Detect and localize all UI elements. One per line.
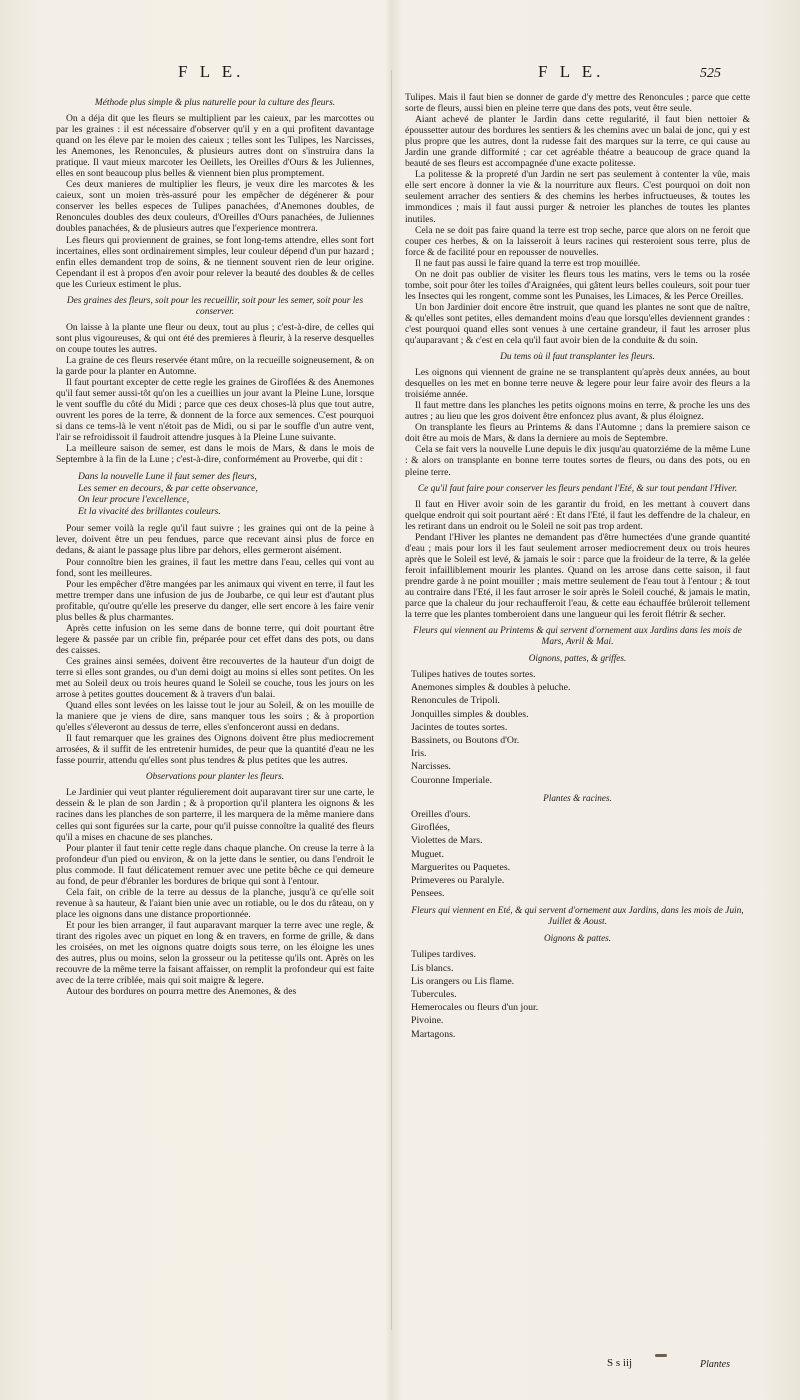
list-item: Iris.: [411, 748, 427, 760]
paragraph: Le Jardinier qui veut planter régulierement doit auparavant tirer sur une carte, le dessein & le plan de son Jardin ; & à proportion qu'il plantera les oignons & les racines dans les planches de son parterre, il les marquera de la même maniere dans celles qui sont figurées sur la carte, pour qu'il puisse connoître la qualité des fleurs qu'il a mises en chacune de ses planches.: [56, 787, 374, 843]
verse-line: Dans la nouvelle Lune il faut semer des fleurs,: [78, 471, 257, 483]
paragraph: Ces deux manieres de multiplier les fleurs, je veux dire les marcotes & les caieux, sont un moien très-assuré pour les empêcher de dégénerer & pour conserver les belles especes de Tulipes panachées, d'Anemones doubles, de Renoncules doubles des deux couleurs, d'Oreilles d'Ours panachées, de Juliennes doubles panachées, & de plusieurs autres que l'experience montrera.: [56, 179, 374, 235]
list-item: Jonquilles simples & doubles.: [411, 708, 529, 720]
list-item: Tulipes tardives.: [411, 949, 476, 961]
list-item: Giroflées,: [411, 822, 450, 834]
paragraph: La graine de ces fleurs reservée étant mûre, on la recueille soigneusement, & on la garde pour la planter en Automne.: [56, 354, 374, 377]
list-item: Violettes de Mars.: [411, 835, 483, 847]
list-item: Lis blancs.: [411, 962, 454, 974]
paragraph: Tulipes. Mais il faut bien se donner de garde d'y mettre des Renoncules ; parce que cette sorte de fleurs, aussi bien en pleine terre que dans des pots, veut être seule.: [405, 92, 750, 115]
paragraph: Il faut en Hiver avoir soin de les garantir du froid, en les mettant à couvert dans quelque endroit qui soit pourtant aëré : Et dans l'Eté, il faut les deffendre de la chaleur, en les retirant dans un endroit ou le Soleil ne soit pas trop ardent.: [405, 498, 750, 532]
flower-list-summer-bulbs: [405, 948, 750, 1040]
section-heading: Du tems où il faut transplanter les fleurs.: [500, 352, 655, 363]
paragraph: On ne doit pas oublier de visiter les fleurs tous les matins, vers le tems ou la rosée tombe, soit pour ôter les toiles d'Araignées, qui gâtent leurs belles couleurs, soit pour tuer les Insectes qui les rongent, comme sont les Punaises, les Limaces, & les Perce Oreilles.: [405, 268, 750, 302]
list-item: Lis orangers ou Lis flame.: [411, 975, 515, 987]
paragraph: Cela ne se doit pas faire quand la terre est trop seche, parce que alors on ne feroit que couper ces herbes, & on la laisseroit à leurs racines qui resteroient sous terre, plus de force & de facilité pour en repousser de nouvelles.: [405, 224, 750, 258]
list-item: Anemones simples & doubles à peluche.: [411, 682, 571, 694]
section-heading: Fleurs qui viennent en Eté, & qui servent d'ornement aux Jardins, dans les mois de Juin, Juillet & Aoust.: [411, 906, 744, 928]
list-item: Couronne Imperiale.: [411, 774, 493, 786]
paragraph: Ces graines ainsi semées, doivent être recouvertes de la hauteur d'un doigt de terre si elles sont grandes, ou d'un demi doigt au moins si elles sont petites. On les met au Soleil deux ou trois heures quand le Soleil se couche, tous les jours on les arrose à petites gouttes doucement & à travers d'un balai.: [56, 655, 374, 701]
paragraph: Il faut mettre dans les planches les petits oignons moins en terre, & proche les uns des autres ; au lieu que les gros doivent être enfoncez plus avant, & plus éloignez.: [405, 400, 750, 423]
paragraph: Il ne faut pas aussi le faire quand la terre est trop mouillée.: [415, 257, 641, 269]
paragraph: On laisse à la plante une fleur ou deux, tout au plus ; c'est-à-dire, de celles qui sont plus vigoureuses, & qui ont été des premieres à fleurir, à la reserve desquelles on coupe toutes les autres.: [56, 321, 374, 355]
left-column: [56, 92, 374, 1342]
paragraph: Pour planter il faut tenir cette regle dans chaque planche. On creuse la terre à la profondeur d'un pied ou environ, & on la jette dans le sentier, ou dans l'endroit le plus commode. Il faut délicatement remuer avec une petite bêche ce qui demeure au fond, de peur d'ébranler les bordures de brique qui sont à l'entour.: [56, 842, 374, 887]
paragraph: Pour semer voilà la regle qu'il faut suivre ; les graines qui ont de la peine à lever, doivent être un peu fendues, parce que recevant ainsi plus de force en dedans, & aiant le passage plus libre par dehors, elles germeront aisément.: [56, 523, 374, 557]
section-heading: Ce qu'il faut faire pour conserver les fleurs pendant l'Eté, & sur tout pendant l'Hiver.: [417, 483, 738, 494]
proverb-verse: [78, 471, 374, 517]
flower-list-spring-bulbs: [405, 668, 750, 787]
section-heading: Observations pour planter les fleurs.: [145, 772, 285, 783]
paragraph: Cela se fait vers la nouvelle Lune depuis le dix jusqu'au quatorziéme de la même Lune : & alors on transplante en bonne terre toutes sortes de fleurs, ou dans des pots, ou en pleine terre.: [405, 444, 750, 478]
paragraph: Pendant l'Hiver les plantes ne demandent pas d'être humectées d'une grande quantité d'eau ; mais pour lors il les faut seulement arroser mediocrement deux ou trois heures après que le Soleil est levé, & jamais le soir : parce que la froideur de la terre, & la gelée feroit infailliblement mourir les plantes. Quand on les arrose dans cette saison, il faut prendre garde à ne point mouiller ; mais mettre seulement de l'eau tout à l'entour ; & tout au contraire dans l'Eté, il les faut arroser le soir après le Soleil couché, & jamais le matin, parce que la chaleur du jour rechaufferoit l'eau, & cette eau échauffée brûleroit tellement la terre que les plantes tomberoient dans une langueur qui les feroit flétrir & secher.: [405, 531, 750, 621]
list-item: Marguerites ou Paquetes.: [411, 861, 511, 873]
column-gutter: [391, 70, 392, 1330]
right-running-head: F L E.: [538, 62, 605, 81]
list-item: Martagons.: [411, 1028, 456, 1040]
section-heading: Des graines des fleurs, soit pour les recueillir, soit pour les semer, soit pour les conserver.: [66, 295, 364, 317]
paragraph: Il faut pourtant excepter de cette regle les graines de Giroflées & des Anemones qu'il faut semer aussi-tôt qu'on les a cueillies un jour avant la Pleine Lune, lorsque le vent souffle du côté du Midi ; parce que ces deux choses-là plus que tout autre, ouvrent les pores de la terre, & donnent de la force aux semences. C'est pourquoi si dans ce tems-là le vent n'étoit pas de Midi, ou si par le souffle d'un autre vent, l'air se refroidissoit il faudroit attendre jusques à la Pleine Lune suivante.: [56, 376, 374, 444]
paragraph: Après cette infusion on les seme dans de bonne terre, qui doit pourtant être legere & passée par un crible fin, préparée pour cet effet dans des pots, ou dans des caisses.: [56, 622, 374, 656]
flower-list-spring-plants: [405, 808, 750, 900]
verse-line: On leur procure l'excellence,: [78, 494, 190, 506]
paragraph: On transplante les fleurs au Printems & dans l'Automne ; dans la premiere saison ce doit être au mois de Mars, & dans la derniere au mois de Septembre.: [405, 422, 750, 445]
list-item: Narcisses.: [411, 761, 451, 773]
right-column: [405, 92, 750, 1312]
paragraph: Autour des bordures on pourra mettre des Anemones, & des: [66, 986, 297, 998]
verse-line: Et la vivacité des brillantes couleurs.: [78, 505, 221, 517]
signature-mark: S s iij: [607, 1357, 633, 1369]
list-item: Primeveres ou Paralyle.: [411, 874, 505, 886]
paragraph: Il faut remarquer que les graines des Oignons doivent être plus mediocrement arrosées, & il suffit de les entretenir humides, de peur que la quantité d'eau ne les fasse pourrir, attendu qu'elles sont plus tendres & plus petites que les autres.: [56, 733, 374, 767]
left-running-head: F L E.: [178, 62, 245, 81]
page-number: 525: [700, 66, 721, 81]
list-item: Muguet.: [411, 848, 444, 860]
list-item: Hemerocales ou fleurs d'un jour.: [411, 1002, 539, 1014]
subheading: Plantes & racines.: [543, 792, 612, 803]
paragraph: La politesse & la propreté d'un Jardin ne sert pas seulement à contenter la vûe, mais elle sert encore à donner la vie & la nourriture aux fleurs. C'est pourquoi on doit non seulement arracher des sentiers & des chemins les herbes infructueuses, & toutes les immondices ; mais il faut aussi purger & netroier les planches de toutes les plantes inutiles.: [405, 169, 750, 225]
list-item: Tulipes hatives de toutes sortes.: [411, 669, 536, 681]
list-item: Renoncules de Tripoli.: [411, 695, 500, 707]
paragraph: Aiant achevé de planter le Jardin dans cette regularité, il faut bien nettoier & époussetter autour des bordures les sentiers & les chemins avec un balai de jonc, qui y est plus propre que les autres, dont la rudesse fait des marques sur la terre, ce qui cause au Jardin une grande difformité ; car cet agréable théatre a beaucoup de grace quand la beauté de ses fleurs est accompagnée d'une exacte politesse.: [405, 114, 750, 170]
paragraph: Un bon Jardinier doit encore être instruit, que quand les plantes ne sont que de naître, & qu'elles sont petites, elles demandent moins d'eau que lorsqu'elles deviennent grandes : c'est pourquoi quand elles sont venues à une certaine grandeur, il faut les arroser plus qu'auparavant ; & c'est en cela qu'il faut avoir bien de la conduite & du soin.: [405, 301, 750, 347]
list-item: Oreilles d'ours.: [411, 808, 471, 820]
catchword: Plantes: [700, 1359, 730, 1370]
subheading: Oignons, pattes, & griffes.: [528, 653, 627, 664]
paragraph: Cela fait, on crible de la terre au dessus de la planche, jusqu'à ce qu'elle soit revenue à sa hauteur, & l'aiant bien unie avec un rotiable, ou le dos du râteau, on y place les oignons dans une distance proportionnée.: [56, 886, 374, 920]
paragraph: Les fleurs qui proviennent de graines, se font long-tems attendre, elles sont fort incertaines, elles sont ordinairement simples, leur couleur dépend d'un pur hazard ; enfin elles demandent trop de soins, & ne tiennent souvent rien de leur origine. Cependant il est à propos d'en avoir pour relever la beauté des doubles & de celles que les Curieux estiment le plus.: [56, 234, 374, 290]
paragraph: Quand elles sont levées on les laisse tout le jour au Soleil, & on les mouille de la maniere que je viens de dire, sans manquer tous les soirs ; & à proportion qu'elles s'éleveront au dessus de terre, elles s'enfonceront aussi en dedans.: [56, 700, 374, 734]
list-item: Tubercules.: [411, 988, 457, 1000]
list-item: Pivoine.: [411, 1015, 444, 1027]
section-heading: Méthode plus simple & plus naturelle pour la culture des fleurs.: [94, 98, 336, 108]
paragraph: Les oignons qui viennent de graine ne se transplantent qu'après deux années, au bout desquelles on les met en bonne terre neuve & legere pour leur faire avoir des fleurs a la troisiéme année.: [405, 367, 750, 401]
verse-line: Les semer en decours, & par cette observance,: [78, 482, 258, 494]
paragraph: La meilleure saison de semer, est dans le mois de Mars, & dans le mois de Septembre à la fin de la Lune ; c'est-à-dire, conformément au Proverbe, qui dit :: [56, 443, 374, 466]
paragraph: Pour les empêcher d'être mangées par les animaux qui vivent en terre, il faut les mettre tremper dans une infusion de jus de Joubarbe, ce qui leur est d'autant plus profitable, qu'outre qu'elle les preserve du danger, elle sert encore à les faire venir plus belles & plus charmantes.: [56, 578, 374, 623]
list-item: Pensees.: [411, 888, 445, 900]
paragraph: On a déja dit que les fleurs se multiplient par les caieux, par les marcottes ou par les graines : il est nécessaire d'observer qu'il y en a qui profitent davantage quand on les éleve par le moien des caieux ; telles sont les Tulipes, les Narcisses, les Anemones, les Renoncules, & plusieurs autres dont on s'instruira dans la pratique. Il vaut mieux marcoter les Oeillets, les Oreilles d'Ours & les Juliennes, elles en sont beaucoup plus belles & viennent bien plus promptement.: [56, 113, 374, 180]
list-item: Bassinets, ou Boutons d'Or.: [411, 735, 520, 747]
list-item: Jacintes de toutes sortes.: [411, 721, 508, 733]
paragraph: Et pour les bien arranger, il faut auparavant marquer la terre avec une regle, & tirant des rigoles avec un piquet en long & en travers, en forme de grille, & dans les croisées, on met les oignons quatre doigts sous terre, on les éloigne les unes des autres, plus ou moins, selon la grosseur ou la petitesse qu'ils ont. Après on les recouvre de la même terre la faisant affaisser, on remplit la profondeur qui est faite avec de la terre criblée, mais qui soit maigre & legere.: [56, 919, 374, 987]
section-heading: Fleurs qui viennent au Printems & qui servent d'ornement aux Jardins dans les mois de Mars, Avril & Mai.: [413, 626, 742, 648]
paragraph: Pour connoître bien les graines, il faut les mettre dans l'eau, celles qui vont au fond, sont les meilleures.: [56, 556, 374, 579]
ink-blot: [655, 1354, 667, 1357]
subheading: Oignons & pattes.: [543, 933, 612, 944]
